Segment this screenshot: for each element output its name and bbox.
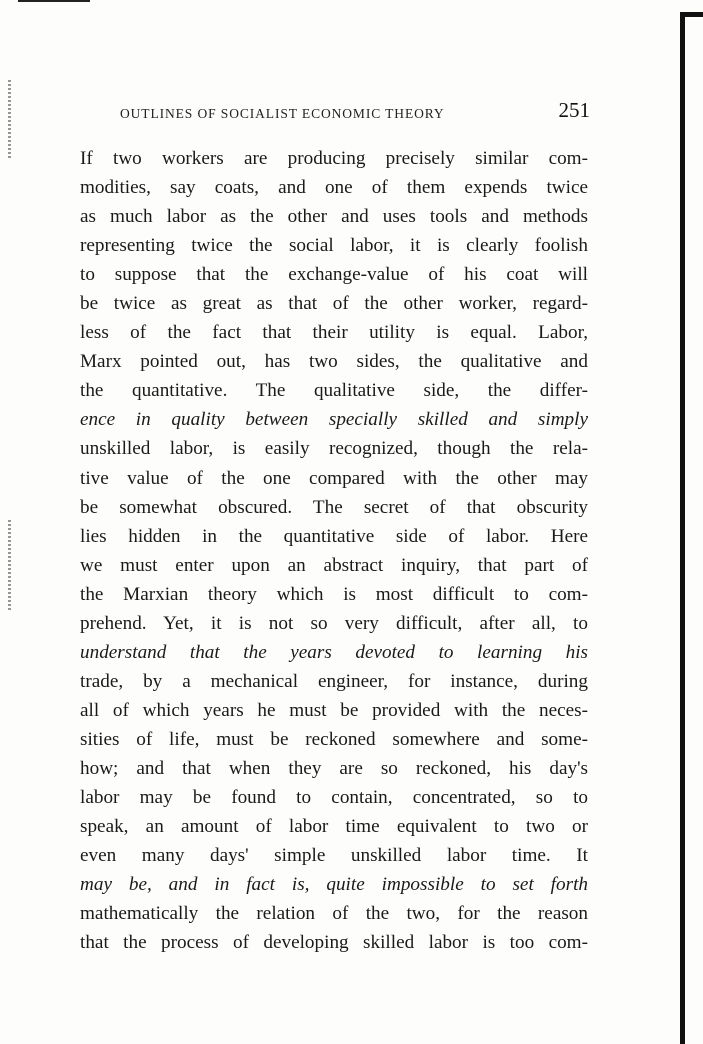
text-line: as much labor as the other and uses tools and methods [80,206,588,228]
running-title: OUTLINES OF SOCIALIST ECONOMIC THEORY [120,106,445,121]
text-line: unskilled labor, is easily recognized, though the rela- [80,438,588,460]
text-line: representing twice the social labor, it is clearly foolish [80,235,588,257]
text-line: how; and that when they are so reckoned, his day's [80,757,588,779]
text-line: to suppose that the exchange-value of his coat will [80,264,588,286]
body-paragraph [80,144,588,957]
page-number: 251 [558,98,590,122]
text-line: lies hidden in the quantitative side of labor. Here [80,525,588,547]
text-line: sities of life, must be reckoned somewhere and some- [80,728,588,750]
text-line: all of which years he must be provided with the neces- [80,699,588,721]
text-line: tive value of the one compared with the other may [80,467,588,489]
text-line: even many days' simple unskilled labor time. It [80,845,588,867]
text-line: labor may be found to contain, concentrated, so to [80,787,588,809]
text-line: understand that the years devoted to learning his [80,641,588,663]
text-line: may be, and in fact is, quite impossible to set forth [80,874,588,896]
text-line: Marx pointed out, has two sides, the qualitative and [80,351,588,373]
text-line: If two workers are producing precisely similar com- [80,148,588,169]
scan-artifact-lower [8,520,11,610]
text-line: trade, by a mechanical engineer, for instance, during [80,670,588,692]
text-line: be twice as great as that of the other worker, regard- [80,293,588,315]
top-edge-rule [18,0,90,2]
text-line: the quantitative. The qualitative side, the differ- [80,380,588,402]
binding-edge [680,12,685,1044]
text-line: less of the fact that their utility is equal. Labor, [80,322,588,344]
running-head [120,98,590,126]
text-line: be somewhat obscured. The secret of that obscurity [80,496,588,518]
text-line: ence in quality between specially skilled and simply [80,409,588,431]
text-line: we must enter upon an abstract inquiry, that part of [80,554,588,576]
text-line: the Marxian theory which is most difficult to com- [80,583,588,605]
text-line: modities, say coats, and one of them expends twice [80,177,588,199]
text-line: that the process of developing skilled labor is too com- [80,932,588,954]
text-line: prehend. Yet, it is not so very difficult, after all, to [80,612,588,634]
scan-artifact-upper [8,80,11,160]
text-line: mathematically the relation of the two, for the reason [80,903,588,925]
text-line: speak, an amount of labor time equivalent to two or [80,816,588,838]
